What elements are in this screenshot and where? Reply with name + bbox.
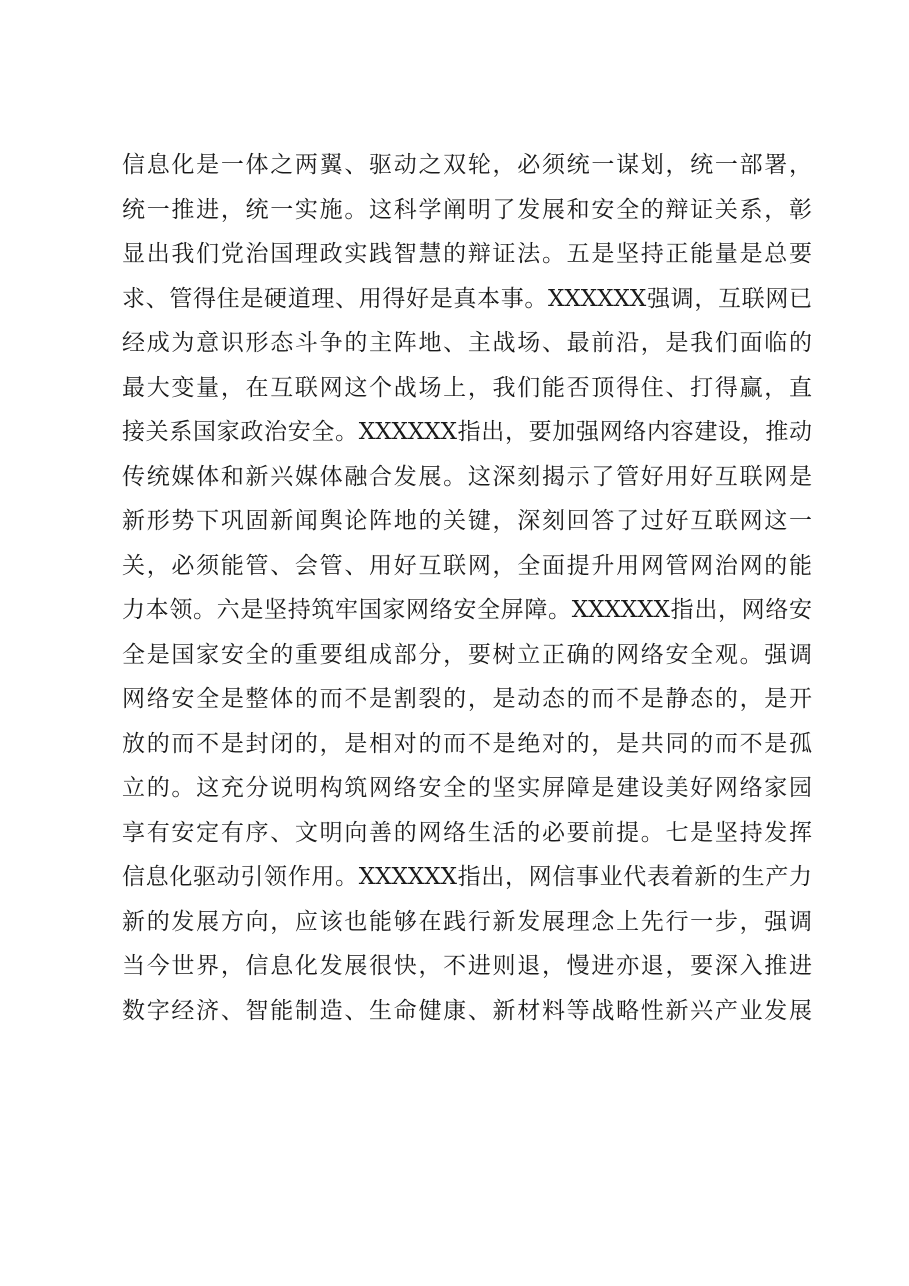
text-line: 求、管得住是硬道理、用得好是真本事。XXXXXX强调，互联网已 [122, 285, 812, 312]
text-line: 全是国家安全的重要组成部分，要树立正确的网络安全观。强调 [122, 641, 812, 668]
text-line: 立的。这充分说明构筑网络安全的坚实屏障是建设美好网络家园 [122, 775, 812, 801]
text-line: 放的而不是封闭的，是相对的而不是绝对的，是共同的而不是孤 [122, 730, 812, 757]
text-line: 新的发展方向，应该也能够在践行新发展理念上先行一步，强调 [122, 908, 812, 935]
text-line: 信息化驱动引领作用。XXXXXX指出，网信事业代表着新的生产力 [122, 864, 812, 890]
text-line: 关，必须能管、会管、用好互联网，全面提升用网管网治网的能 [122, 552, 812, 579]
text-line: 信息化是一体之两翼、驱动之双轮，必须统一谋划，统一部署， [122, 152, 812, 178]
text-line: 享有安定有序、文明向善的网络生活的必要前提。七是坚持发挥 [122, 819, 812, 846]
text-line: 力本领。六是坚持筑牢国家网络安全屏障。XXXXXX指出，网络安 [122, 597, 812, 623]
text-line: 最大变量，在互联网这个战场上，我们能否顶得住、打得赢，直 [122, 374, 812, 401]
text-line: 新形势下巩固新闻舆论阵地的关键，深刻回答了过好互联网这一 [122, 508, 812, 534]
text-line: 接关系国家政治安全。XXXXXX指出，要加强网络内容建设，推动 [122, 419, 812, 445]
text-line: 经成为意识形态斗争的主阵地、主战场、最前沿，是我们面临的 [122, 330, 812, 356]
text-line: 显出我们党治国理政实践智慧的辩证法。五是坚持正能量是总要 [122, 241, 812, 267]
text-line: 网络安全是整体的而不是割裂的，是动态的而不是静态的，是开 [122, 686, 812, 712]
text-line: 统一推进，统一实施。这科学阐明了发展和安全的辩证关系，彰 [122, 196, 812, 223]
text-line: 当今世界，信息化发展很快，不进则退，慢进亦退，要深入推进 [122, 953, 812, 979]
body-text [122, 143, 812, 1033]
text-line: 数字经济、智能制造、生命健康、新材料等战略性新兴产业发展 [122, 997, 812, 1024]
text-line: 传统媒体和新兴媒体融合发展。这深刻揭示了管好用好互联网是 [122, 463, 812, 490]
